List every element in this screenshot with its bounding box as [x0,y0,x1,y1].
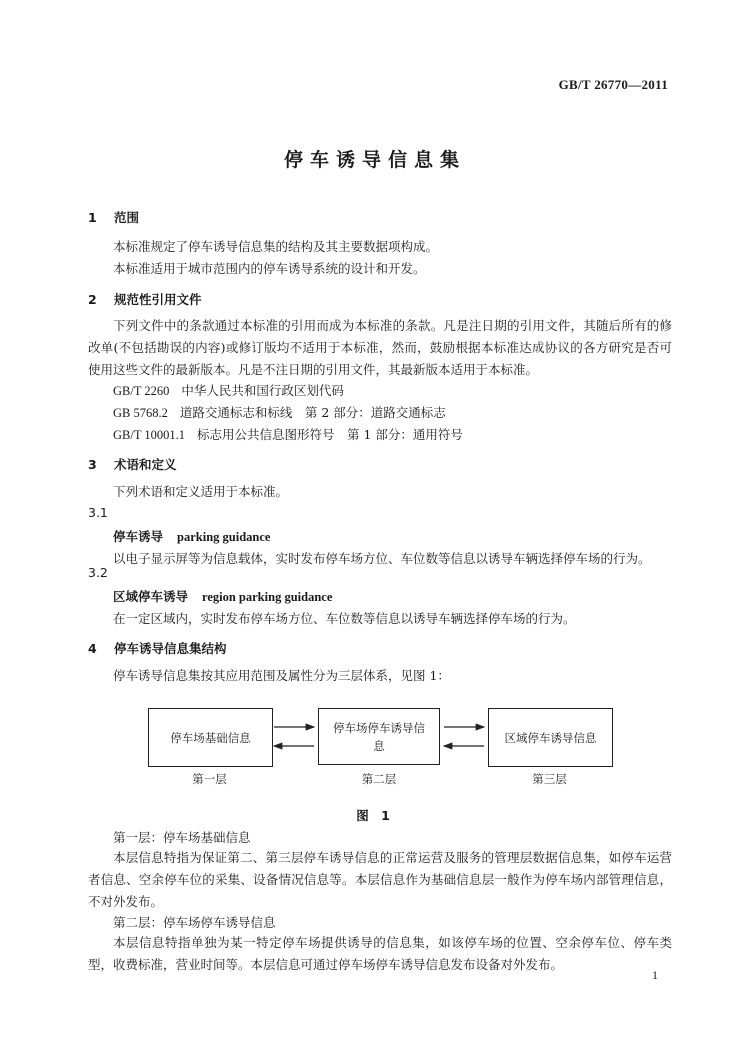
section-1-heading [88,208,139,226]
paragraph: 本标准规定了停车诱导信息集的结构及其主要数据项构成。 [113,239,439,254]
section-title: 术语和定义 [114,457,177,472]
layer-label-1: 第一层 [192,772,227,786]
term-definition: 以电子显示屏等为信息载体，实时发布停车场方位、车位数等信息以诱导车辆选择停车场的行为。 [113,551,651,566]
document-title: 停车诱导信息集 [283,149,466,171]
section-3-heading [88,455,177,473]
paragraph: 下列文件中的条款通过本标准的引用而成为本标准的条款。凡是注日期的引用文件，其随后所有的修改单(不包括勘误的内容)或修订版均不适用于本标准，然而，鼓励根据本标准达成协议的各方研究是否可使用这些文件的最新版本。凡是不注日期的引用文件，其最新版本适用于本标准。 [88,318,672,377]
section-4-heading [88,639,227,657]
reference-name: 道路交通标志和标线 第 2 部分：道路交通标志 [179,405,446,420]
reference-item [113,425,463,443]
figure-caption: 图 1 [356,808,394,823]
term-en: parking guidance [177,530,271,544]
layer-2-title: 第二层：停车场停车诱导信息 [113,915,276,930]
reference-item [113,403,446,421]
term-heading [113,587,332,605]
section-number: 2 [88,292,97,307]
reference-code: GB/T 10001.1 [113,428,185,442]
layer-label-3: 第三层 [532,772,567,786]
standard-code: GB/T 26770—2011 [558,77,668,92]
diagram-box-layer-1: 停车场基础信息 [148,708,273,767]
term-number: 3.1 [88,505,108,520]
reference-code: GB/T 2260 [113,384,170,398]
section-number: 1 [88,210,97,225]
reference-name: 中华人民共和国行政区划代码 [181,383,344,398]
section-2-heading [88,290,202,308]
paragraph: 下列术语和定义适用于本标准。 [113,484,289,499]
reference-item [113,381,344,399]
term-number: 3.2 [88,565,108,580]
diagram-box-layer-3: 区域停车诱导信息 [488,708,613,767]
page-number: 1 [652,968,658,982]
term-zh: 停车诱导 [113,529,164,544]
term-en: region parking guidance [202,590,333,604]
reference-name: 标志用公共信息图形符号 第 1 部分：通用符号 [197,427,463,442]
layer-1-title: 第一层：停车场基础信息 [113,830,251,845]
term-zh: 区域停车诱导 [113,589,189,604]
paragraph: 本标准适用于城市范围内的停车诱导系统的设计和开发。 [113,261,426,276]
paragraph: 停车诱导信息集按其应用范围及属性分为三层体系，见图 1： [113,668,450,683]
section-number: 4 [88,641,97,656]
term-definition: 在一定区域内，实时发布停车场方位、车位数等信息以诱导车辆选择停车场的行为。 [113,611,576,626]
section-title: 规范性引用文件 [114,292,202,307]
term-heading [113,527,270,545]
layer-2-paragraph: 本层信息特指单独为某一特定停车场提供诱导的信息集，如该停车场的位置、空余停车位、停车类型，收费标准，营业时间等。本层信息可通过停车场停车诱导信息发布设备对外发布。 [88,935,672,972]
section-number: 3 [88,457,97,472]
section-title: 停车诱导信息集结构 [114,641,227,656]
section-title: 范围 [114,210,140,225]
layer-label-2: 第二层 [361,772,397,786]
layer-1-paragraph: 本层信息特指为保证第二、第三层停车诱导信息的正常运营及服务的管理层数据信息集，如停车运营者信息、空余停车位的采集、设备情况信息等。本层信息作为基础信息层一般作为停车场内部管理信息，不对外发布。 [88,850,672,909]
reference-code: GB 5768.2 [113,406,168,420]
diagram-box-layer-2: 停车场停车诱导信息 [318,708,440,765]
